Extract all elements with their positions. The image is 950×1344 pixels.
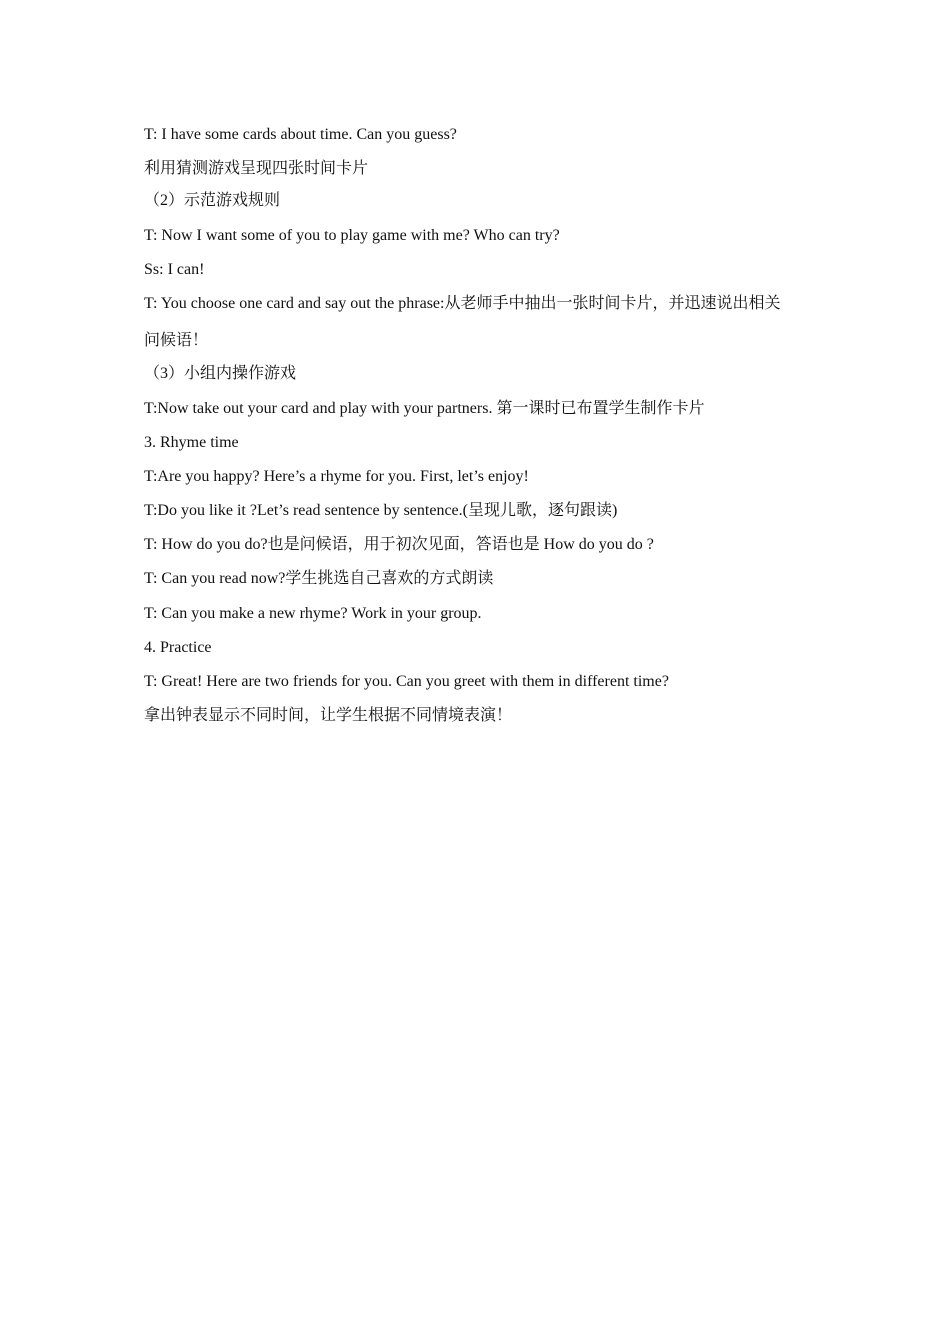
section-heading-rhyme-time: 3. Rhyme time — [144, 434, 239, 451]
text-line-18: 拿出钟表显示不同时间，让学生根据不同情境表演！ — [144, 707, 513, 724]
text-line-7: 问候语！ — [144, 332, 209, 349]
text-line-1: T: I have some cards about time. Can you guess? — [144, 126, 457, 143]
text-line-9: T:Now take out your card and play with your partners. 第一课时已布置学生制作卡片 — [144, 400, 705, 417]
text-line-15: T: Can you make a new rhyme? Work in your group. — [144, 605, 482, 622]
document-body — [144, 124, 824, 727]
text-line-4: T: Now I want some of you to play game with me? Who can try? — [144, 227, 560, 244]
text-line-17: T: Great! Here are two friends for you. Can you greet with them in different time? — [144, 673, 669, 690]
text-line-14: T: Can you read now?学生挑选自己喜欢的方式朗读 — [144, 570, 494, 587]
text-line-13: T: How do you do?也是问候语，用于初次见面，答语也是 How do you do ? — [144, 536, 654, 553]
text-line-12: T:Do you like it ?Let’s read sentence by sentence.(呈现儿歌，逐句跟读) — [144, 502, 618, 519]
text-line-11: T:Are you happy? Here’s a rhyme for you. First, let’s enjoy! — [144, 468, 529, 485]
section-heading-2: （2）示范游戏规则 — [144, 192, 281, 209]
text-line-2: 利用猜测游戏呈现四张时间卡片 — [144, 160, 369, 177]
section-heading-3: （3）小组内操作游戏 — [144, 365, 297, 382]
section-heading-practice: 4. Practice — [144, 639, 212, 656]
text-line-6: T: You choose one card and say out the phrase:从老师手中抽出一张时间卡片，并迅速说出相关 — [144, 295, 781, 312]
text-line-5: Ss: I can! — [144, 261, 205, 278]
